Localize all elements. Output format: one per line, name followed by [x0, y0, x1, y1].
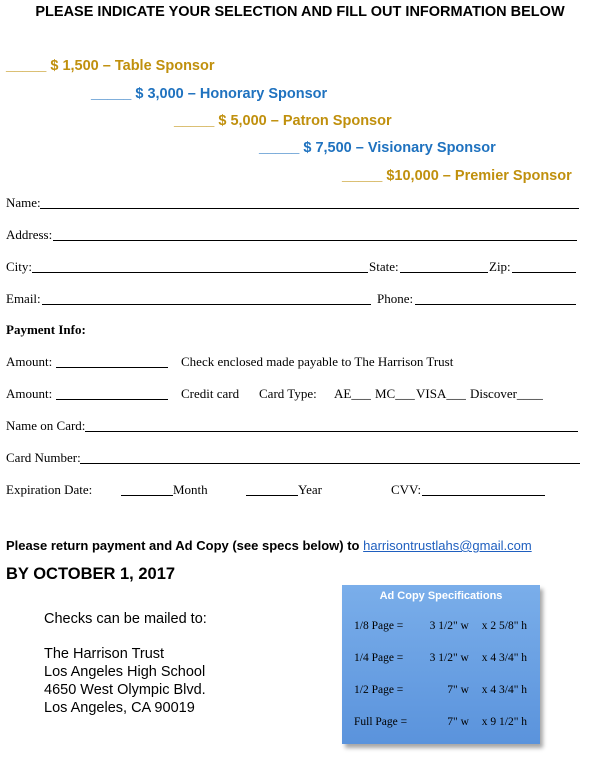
mailing-line-3: 4650 West Olympic Blvd.	[44, 682, 206, 698]
phone-label: Phone:	[377, 291, 414, 306]
address-field[interactable]	[53, 240, 577, 241]
return-note-text: Please return payment and Ad Copy (see specs below) to	[6, 538, 360, 553]
ad-spec-page: 1/8 Page =	[354, 620, 404, 632]
mailing-heading: Checks can be mailed to:	[44, 611, 207, 627]
city-field[interactable]	[32, 272, 368, 273]
card-type-ae[interactable]: AE___	[334, 386, 371, 401]
ad-spec-row	[354, 684, 527, 696]
mailing-line-4: Los Angeles, CA 90019	[44, 700, 195, 716]
card-type-visa[interactable]: VISA___	[416, 386, 466, 401]
name-field[interactable]	[40, 208, 579, 209]
tier-table-sponsor[interactable]	[6, 58, 215, 74]
address-label: Address:	[6, 227, 53, 242]
phone-field[interactable]	[415, 304, 576, 305]
name-on-card-field[interactable]	[85, 431, 578, 432]
ad-spec-height: x 4 3/4" h	[481, 684, 528, 696]
mailing-line-2: Los Angeles High School	[44, 664, 206, 680]
state-field[interactable]	[400, 272, 488, 273]
payment-info-heading: Payment Info:	[6, 322, 86, 337]
ad-specs-box	[342, 585, 540, 744]
tier-label: $10,000 – Premier Sponsor	[386, 168, 572, 184]
deadline: BY OCTOBER 1, 2017	[6, 565, 176, 583]
tier-label: $ 7,500 – Visionary Sponsor	[303, 140, 496, 156]
ad-spec-row	[354, 620, 527, 632]
city-label: City:	[6, 259, 33, 274]
email-field[interactable]	[42, 304, 371, 305]
cvv-label: CVV:	[391, 482, 422, 497]
ad-spec-page: 1/2 Page =	[354, 684, 404, 696]
ad-spec-width: 7" w	[447, 684, 469, 696]
tier-blank: _____	[259, 140, 300, 156]
ad-spec-row	[354, 652, 527, 664]
year-label: Year	[298, 482, 322, 497]
card-number-field[interactable]	[80, 463, 580, 464]
ad-spec-width: 7" w	[447, 716, 469, 728]
zip-label: Zip:	[489, 259, 511, 274]
ad-spec-height: x 2 5/8" h	[481, 620, 528, 632]
tier-blank: _____	[91, 86, 132, 102]
ad-spec-height: x 4 3/4" h	[481, 652, 528, 664]
page-header: PLEASE INDICATE YOUR SELECTION AND FILL OUT INFORMATION BELOW	[35, 4, 565, 20]
cvv-field[interactable]	[422, 495, 545, 496]
ad-spec-row	[354, 716, 527, 728]
expiration-month-field[interactable]	[121, 495, 173, 496]
expiration-label: Expiration Date:	[6, 482, 93, 497]
ad-spec-width: 3 1/2" w	[429, 652, 469, 664]
amount-check-label: Amount:	[6, 354, 53, 369]
tier-blank: _____	[6, 58, 47, 74]
return-note	[6, 538, 532, 553]
name-label: Name:	[6, 195, 41, 210]
credit-card-text: Credit card	[181, 386, 240, 401]
tier-label: $ 3,000 – Honorary Sponsor	[135, 86, 328, 102]
amount-card-field[interactable]	[56, 399, 168, 400]
tier-blank: _____	[174, 113, 215, 129]
ad-specs-title: Ad Copy Specifications	[379, 590, 503, 602]
email-label: Email:	[6, 291, 41, 306]
month-label: Month	[173, 482, 208, 497]
name-on-card-label: Name on Card:	[6, 418, 86, 433]
amount-card-label: Amount:	[6, 386, 53, 401]
card-type-discover[interactable]: Discover____	[470, 386, 543, 401]
email-link[interactable]: harrisontrustlahs@gmail.com	[363, 538, 532, 553]
tier-blank: _____	[342, 168, 383, 184]
tier-patron-sponsor[interactable]	[174, 113, 392, 129]
ad-spec-page: Full Page =	[354, 716, 408, 728]
mailing-line-1: The Harrison Trust	[44, 646, 165, 662]
tier-visionary-sponsor[interactable]	[259, 140, 496, 156]
tier-label: $ 5,000 – Patron Sponsor	[218, 113, 392, 129]
ad-spec-height: x 9 1/2" h	[481, 716, 528, 728]
tier-premier-sponsor[interactable]	[342, 168, 572, 184]
card-type-mc[interactable]: MC___	[375, 386, 415, 401]
card-type-label: Card Type:	[259, 386, 317, 401]
card-number-label: Card Number:	[6, 450, 81, 465]
state-label: State:	[369, 259, 399, 274]
amount-check-field[interactable]	[56, 367, 168, 368]
expiration-year-field[interactable]	[246, 495, 298, 496]
ad-spec-page: 1/4 Page =	[354, 652, 404, 664]
tier-label: $ 1,500 – Table Sponsor	[50, 58, 215, 74]
zip-field[interactable]	[512, 272, 576, 273]
ad-spec-width: 3 1/2" w	[429, 620, 469, 632]
tier-honorary-sponsor[interactable]	[91, 86, 327, 102]
check-enclosed-text: Check enclosed made payable to The Harrison Trust	[181, 354, 454, 369]
